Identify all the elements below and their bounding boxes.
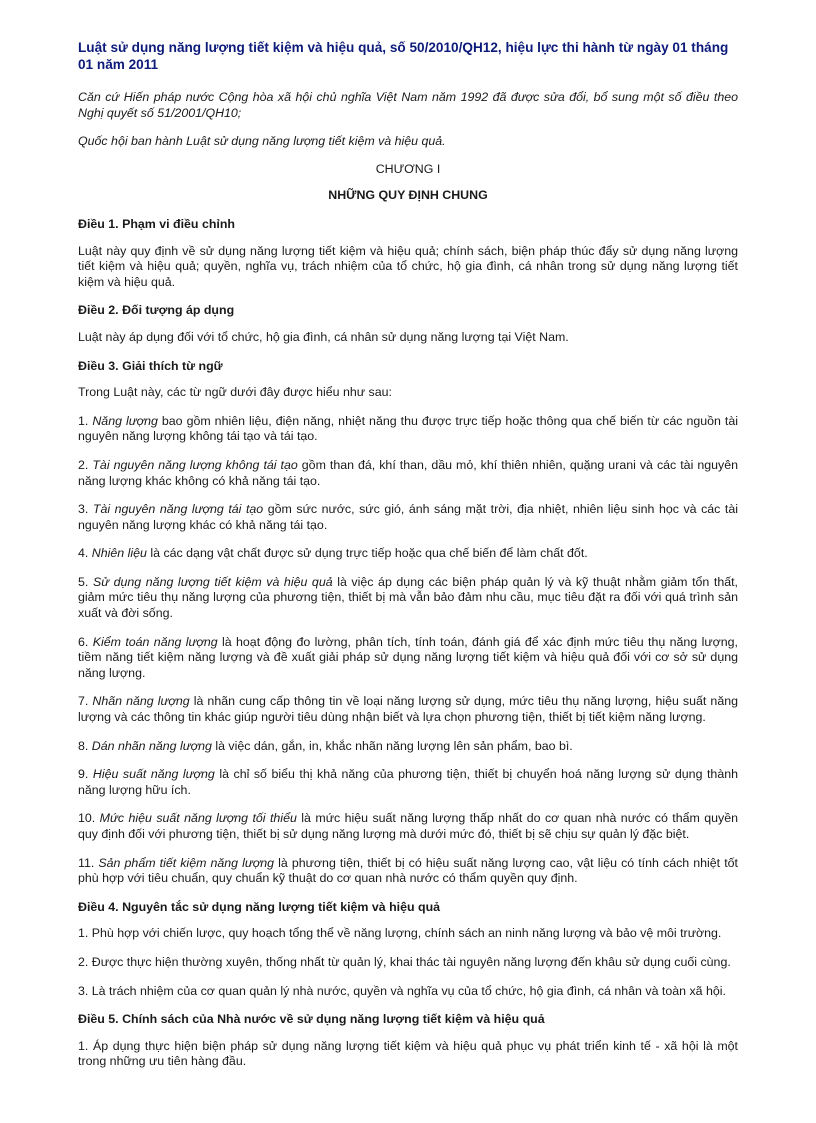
policy-item: 1. Áp dụng thực hiện biện pháp sử dụng năng lượng tiết kiệm và hiệu quả phục vụ phát triển kinh tế - xã hội là một trong những ưu tiên hàng đầu.: [78, 1038, 738, 1069]
definition-item: [78, 414, 738, 445]
definition-item: [78, 635, 738, 682]
definition-number: 6.: [78, 634, 89, 649]
definition-text: là phương tiện, thiết bị có hiệu suất năng lượng cao, vật liệu có tính cách nhiệt tốt phù hợp với tiêu chuẩn, quy chuẩn kỹ thuật do cơ quan nhà nước có thẩm quyền quy định.: [78, 855, 738, 886]
article-2-text: Luật này áp dụng đối với tổ chức, hộ gia đình, cá nhân sử dụng năng lượng tại Việt Nam.: [78, 329, 569, 344]
definition-text: là việc dán, gắn, in, khắc nhãn năng lượng lên sản phẩm, bao bì.: [215, 738, 573, 753]
definition-term: Năng lượng: [92, 413, 158, 428]
article-2-heading: Điều 2. Đối tượng áp dụng: [78, 303, 235, 318]
definition-text: là việc áp dụng các biện pháp quản lý và kỹ thuật nhằm giảm tổn thất, giảm mức tiêu thụ năng lượng của phương tiện, thiết bị mà vẫn bảo đảm nhu cầu, mục tiêu đặt ra đối với quá trình sản xuất và đời sống.: [78, 574, 738, 621]
definition-item: [78, 458, 738, 489]
principle-item: 2. Được thực hiện thường xuyên, thống nhất từ quản lý, khai thác tài nguyên năng lượng đến khâu sử dụng cuối cùng.: [78, 954, 731, 969]
definition-term: Kiểm toán năng lượng: [92, 634, 218, 649]
article-4-heading: Điều 4. Nguyên tắc sử dụng năng lượng tiết kiệm và hiệu quả: [78, 899, 441, 914]
definition-term: Tài nguyên năng lượng tái tạo: [92, 502, 264, 517]
definition-text: bao gồm nhiên liệu, điện năng, nhiệt năng thu được trực tiếp hoặc thông qua chế biến từ các nguồn tài nguyên năng lượng không tái tạo và tái tạo.: [78, 413, 738, 444]
definition-number: 10.: [78, 811, 96, 826]
definition-text: là các dạng vật chất được sử dụng trực tiếp hoặc qua chế biến để làm chất đốt.: [150, 546, 588, 561]
definition-number: 7.: [78, 694, 89, 709]
definition-term: Sử dụng năng lượng tiết kiệm và hiệu quả: [92, 574, 333, 589]
definition-item: [78, 694, 738, 725]
definition-term: Hiệu suất năng lượng: [92, 767, 215, 782]
article-1-heading: Điều 1. Phạm vi điều chỉnh: [78, 216, 235, 231]
definition-item: [78, 856, 738, 887]
definition-item: [78, 575, 738, 622]
principle-item: 3. Là trách nhiệm của cơ quan quản lý nhà nước, quyền và nghĩa vụ của tổ chức, hộ gia đình, cá nhân và toàn xã hội.: [78, 983, 726, 998]
definition-item: [78, 811, 738, 842]
definition-term: Tài nguyên năng lượng không tái tạo: [92, 457, 298, 472]
principle-item: 1. Phù hợp với chiến lược, quy hoạch tổng thể về năng lượng, chính sách an ninh năng lượng và bảo vệ môi trường.: [78, 926, 722, 941]
definition-text: là chỉ số biểu thị khả năng của phương tiện, thiết bị chuyển hoá năng lượng sử dụng thành năng lượng hữu ích.: [78, 767, 738, 797]
definition-term: Mức hiệu suất năng lượng tối thiểu: [99, 811, 297, 826]
preamble-enactment: Quốc hội ban hành Luật sử dụng năng lượng tiết kiệm và hiệu quả.: [78, 134, 446, 149]
document-title: Luật sử dụng năng lượng tiết kiệm và hiệu quả, số 50/2010/QH12, hiệu lực thi hành từ ngày 01 tháng 01 năm 2011: [78, 40, 729, 72]
definition-text: là hoạt động đo lường, phân tích, tính toán, đánh giá để xác định mức tiêu thụ năng lượng, tiềm năng tiết kiệm năng lượng và đề xuất giải pháp sử dụng năng lượng tiết kiệm và hiệu quả đối với cơ sở sử dụng năng lượng.: [78, 634, 738, 680]
definition-item: [78, 546, 738, 562]
definition-item: [78, 739, 738, 755]
definition-number: 5.: [78, 574, 89, 589]
definition-item: [78, 502, 738, 533]
definition-number: 11.: [78, 855, 95, 870]
definition-term: Nhãn năng lượng: [92, 694, 190, 709]
definition-text: gồm than đá, khí than, dầu mỏ, khí thiên nhiên, quặng urani và các tài nguyên năng lượng khác không có khả năng tái tạo.: [78, 457, 738, 488]
definition-text: là nhãn cung cấp thông tin về loại năng lượng sử dụng, mức tiêu thụ năng lượng, hiệu suất năng lượng và các thông tin khác giúp người tiêu dùng nhận biết và lựa chọn phương tiện, thiết bị tiết kiệm năng lượng.: [78, 694, 738, 725]
article-3-heading: Điều 3. Giải thích từ ngữ: [78, 358, 223, 373]
article-3-intro: Trong Luật này, các từ ngữ dưới đây được hiểu như sau:: [78, 385, 392, 400]
definition-term: Sản phẩm tiết kiệm năng lượng: [98, 855, 275, 870]
definition-term: Nhiên liệu: [91, 546, 147, 561]
chapter-title: NHỮNG QUY ĐỊNH CHUNG: [328, 188, 488, 203]
definition-number: 3.: [78, 502, 89, 517]
preamble-basis: Căn cứ Hiến pháp nước Cộng hòa xã hội chủ nghĩa Việt Nam năm 1992 đã được sửa đổi, bổ sung một số điều theo Nghị quyết số 51/2001/QH10;: [78, 90, 738, 120]
definition-text: gồm sức nước, sức gió, ánh sáng mặt trời, địa nhiệt, nhiên liệu sinh học và các tài nguyên năng lượng khác có khả năng tái tạo.: [78, 502, 738, 532]
article-1-text: Luật này quy định về sử dụng năng lượng tiết kiệm và hiệu quả; chính sách, biện pháp thúc đẩy sử dụng năng lượng tiết kiệm và hiệu quả; quyền, nghĩa vụ, trách nhiệm của tổ chức, hộ gia đình, cá nhân trong sử dụng năng lượng tiết kiệm và hiệu quả.: [78, 243, 738, 289]
definition-number: 8.: [78, 738, 89, 753]
definition-item: [78, 767, 738, 798]
chapter-label: CHƯƠNG I: [375, 161, 441, 176]
article-5-heading: Điều 5. Chính sách của Nhà nước về sử dụng năng lượng tiết kiệm và hiệu quả: [78, 1012, 545, 1027]
definition-number: 2.: [78, 457, 89, 472]
definition-term: Dán nhãn năng lượng: [91, 738, 212, 753]
definition-number: 1.: [78, 413, 89, 428]
definition-text: là mức hiệu suất năng lượng thấp nhất do cơ quan nhà nước có thẩm quyền quy định đối với phương tiện, thiết bị sử dụng năng lượng mà dưới mức đó, thiết bị sẽ chịu sự quản lý đặc biệt.: [78, 811, 738, 841]
definition-number: 9.: [78, 767, 89, 782]
definition-number: 4.: [78, 546, 89, 561]
